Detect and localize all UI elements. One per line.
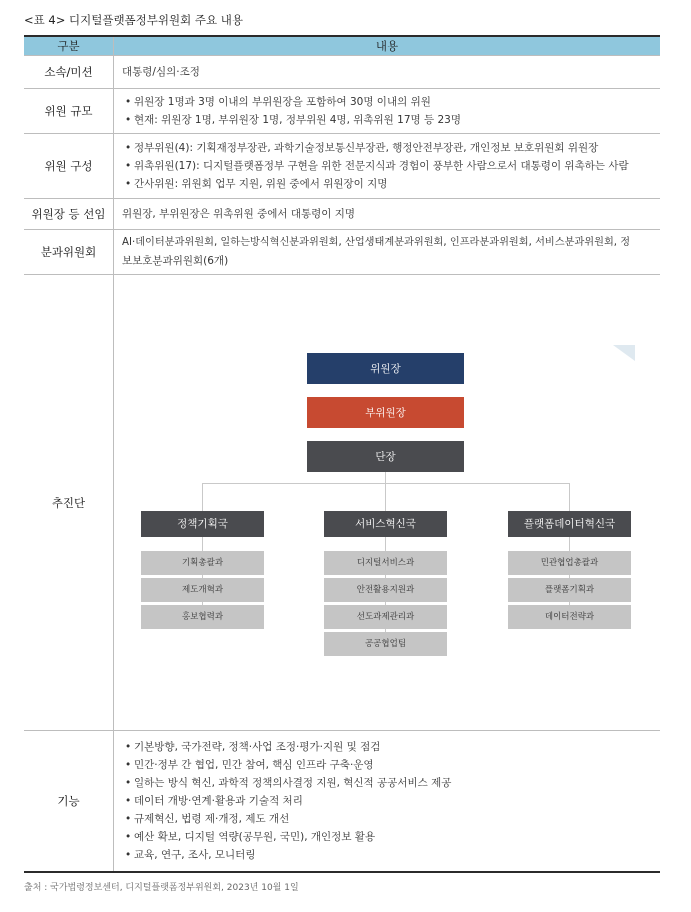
director-box: 단장 (307, 441, 464, 472)
row-text: 대통령/심의·조정 (122, 66, 200, 78)
row-text-line: 보보호분과위원회(6개) (122, 255, 229, 267)
bureau-service-innovation: 서비스혁신국 (324, 511, 447, 537)
row-composition (24, 134, 660, 199)
bullet-item: • 현재: 위원장 1명, 부위원장 1명, 정부위원 4명, 위촉위원 17명 등 23명 (122, 111, 652, 129)
header-content: 내용 (375, 39, 399, 53)
row-size (24, 89, 660, 134)
row-affiliation (24, 56, 660, 89)
bureau-platform-data-innovation: 플랫폼데이터혁신국 (508, 511, 631, 537)
row-appointment (24, 199, 660, 230)
row-label: 기능 (24, 731, 114, 871)
bullet-item: • 민간·정부 간 협업, 민간 참여, 핵심 인프라 구축·운영 (122, 756, 652, 774)
row-label: 위원 구성 (24, 134, 114, 198)
connector-line (569, 483, 570, 511)
corner-decoration (613, 345, 635, 361)
division-box: 안전활용지원과 (324, 578, 447, 602)
connector-line (202, 483, 570, 484)
row-label: 위원장 등 선임 (24, 199, 114, 229)
source-note: 출처 : 국가법령정보센터, 디지털플랫폼정부위원회, 2023년 10월 1일 (24, 883, 299, 893)
row-functions (24, 731, 660, 871)
row-text-line: AI·데이터분과위원회, 일하는방식혁신분과위원회, 산업생태계분과위원회, 인프라분과위원회, 서비스분과위원회, 정 (122, 237, 631, 248)
row-text: 위원장, 부위원장은 위촉위원 중에서 대통령이 지명 (122, 208, 356, 220)
division-box: 플랫폼기획과 (508, 578, 631, 602)
connector-line (202, 483, 203, 511)
division-box: 선도과제관리과 (324, 605, 447, 629)
bullet-item: • 위원장 1명과 3명 이내의 부위원장을 포함하여 30명 이내의 위원 (122, 93, 652, 111)
committee-table (24, 35, 660, 873)
row-label: 분과위원회 (24, 230, 114, 274)
bureau-policy-planning: 정책기획국 (141, 511, 264, 537)
bullet-item: • 교육, 연구, 조사, 모니터링 (122, 846, 652, 864)
table-header-row (24, 37, 660, 56)
division-box: 민관협업총괄과 (508, 551, 631, 575)
row-label: 위원 규모 (24, 89, 114, 133)
division-box: 공공협업팀 (324, 632, 447, 656)
bullet-item: • 위촉위원(17): 디지털플랫폼정부 구현을 위한 전문지식과 경험이 풍부한 사람으로서 대통령이 위촉하는 사람 (122, 157, 652, 175)
row-label: 소속/미션 (24, 56, 114, 88)
table-caption: <표 4> 디지털플랫폼정부위원회 주요 내용 (24, 13, 243, 27)
row-subcommittee (24, 230, 660, 275)
connector-line (385, 483, 386, 511)
connector-line (385, 472, 386, 483)
division-box: 데이터전략과 (508, 605, 631, 629)
header-category: 구분 (24, 37, 114, 55)
bullet-item: • 기본방향, 국가전략, 정책·사업 조정·평가·지원 및 점검 (122, 738, 652, 756)
row-label: 추진단 (24, 275, 114, 730)
bullet-item: • 일하는 방식 혁신, 과학적 정책의사결정 지원, 혁신적 공공서비스 제공 (122, 774, 652, 792)
vice-chair-box: 부위원장 (307, 397, 464, 428)
bullet-item: • 규제혁신, 법령 제·개정, 제도 개선 (122, 810, 652, 828)
chair-box: 위원장 (307, 353, 464, 384)
division-box: 디지털서비스과 (324, 551, 447, 575)
org-chart (114, 275, 660, 730)
row-taskforce (24, 275, 660, 731)
bullet-item: • 예산 확보, 디지털 역량(공무원, 국민), 개인정보 활용 (122, 828, 652, 846)
bullet-item: • 데이터 개방·연계·활용과 기술적 처리 (122, 792, 652, 810)
bullet-item: • 간사위원: 위원회 업무 지원, 위원 중에서 위원장이 지명 (122, 175, 652, 193)
bullet-item: • 정부위원(4): 기획재정부장관, 과학기술정보통신부장관, 행정안전부장관, 개인정보 보호위원회 위원장 (122, 139, 652, 157)
division-box: 제도개혁과 (141, 578, 264, 602)
division-box: 홍보협력과 (141, 605, 264, 629)
division-box: 기획총괄과 (141, 551, 264, 575)
